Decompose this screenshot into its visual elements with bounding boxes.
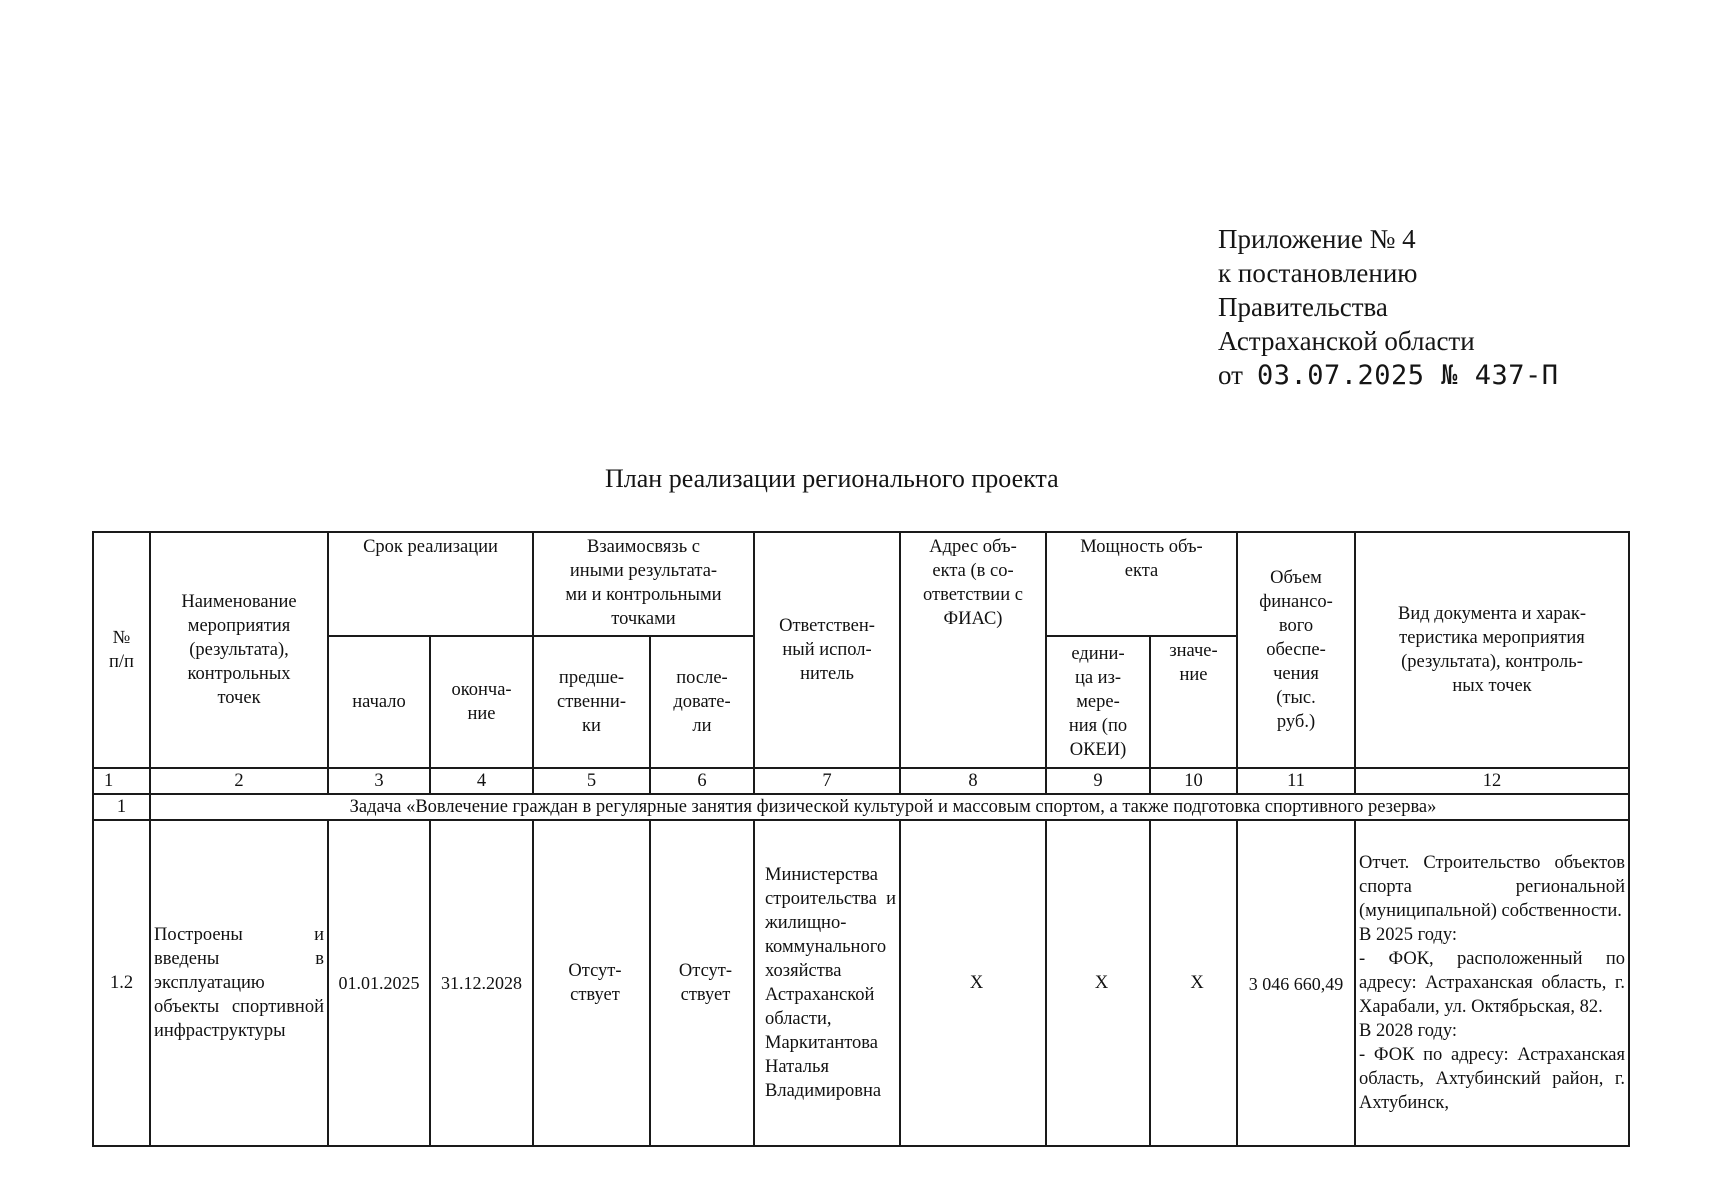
column-number: 5 bbox=[533, 768, 650, 794]
column-number-row bbox=[93, 768, 1629, 794]
document-title: План реализации регионального проекта bbox=[605, 464, 1059, 493]
header-responsible: Ответствен- ный испол- нитель bbox=[754, 532, 900, 768]
row-responsible: Министерства строительства и жилищно-коммунального хозяйства Астраханской области, Маркитантова Наталья Владимировна bbox=[754, 820, 900, 1146]
row-name: Построены и введены в эксплуатацию объекты спортивной инфраструктуры bbox=[150, 820, 328, 1146]
column-number: 8 bbox=[900, 768, 1046, 794]
row-capacity-value: Х bbox=[1150, 820, 1237, 1146]
appendix-line-3: Правительства bbox=[1218, 292, 1388, 322]
row-predecessors: Отсут- ствует bbox=[533, 820, 650, 1146]
column-number: 11 bbox=[1237, 768, 1355, 794]
column-number: 7 bbox=[754, 768, 900, 794]
header-name: Наименование мероприятия (результата), контрольных точек bbox=[150, 532, 328, 768]
header-link-prev: предше- ственни- ки bbox=[533, 636, 650, 768]
column-number: 4 bbox=[430, 768, 533, 794]
row-end-date: 31.12.2028 bbox=[430, 820, 533, 1146]
document-paragraph: В 2028 году: bbox=[1359, 1021, 1457, 1041]
header-capacity-value: значе- ние bbox=[1150, 636, 1237, 768]
header-term-group: Срок реализации bbox=[328, 532, 533, 636]
document-paragraph: - ФОК по адресу: Астраханская область, Ахтубинский район, г. Ахтубинск, bbox=[1359, 1045, 1625, 1113]
appendix-date-number: 03.07.2025 № 437-П bbox=[1256, 360, 1559, 391]
header-link-next: после- довате- ли bbox=[650, 636, 754, 768]
column-number: 3 bbox=[328, 768, 430, 794]
column-number: 6 bbox=[650, 768, 754, 794]
row-capacity-unit: Х bbox=[1046, 820, 1150, 1146]
row-address: Х bbox=[900, 820, 1046, 1146]
appendix-from-label: от bbox=[1218, 360, 1243, 390]
task-row bbox=[93, 794, 1629, 820]
header-term-end: оконча- ние bbox=[430, 636, 533, 768]
document-paragraph: Отчет. Строительство объектов спорта региональной (муниципальной) собственности. bbox=[1359, 853, 1625, 921]
row-funding: 3 046 660,49 bbox=[1237, 820, 1355, 1146]
row-document bbox=[1355, 820, 1629, 1146]
appendix-block bbox=[1218, 222, 1559, 393]
column-number: 10 bbox=[1150, 768, 1237, 794]
header-number: № п/п bbox=[93, 532, 150, 768]
appendix-date-line bbox=[1218, 358, 1559, 393]
appendix-line-2: к постановлению bbox=[1218, 258, 1418, 288]
appendix-line-1: Приложение № 4 bbox=[1218, 224, 1416, 254]
header-term-start: начало bbox=[328, 636, 430, 768]
document-paragraph: - ФОК, расположенный по адресу: Астраханская область, г. Харабали, ул. Октябрьская, 82. bbox=[1359, 949, 1625, 1017]
header-funding: Объем финансо- вого обеспе- чения (тыс. руб.) bbox=[1237, 532, 1355, 768]
table-row bbox=[93, 820, 1629, 1146]
row-successors: Отсут- ствует bbox=[650, 820, 754, 1146]
row-number: 1.2 bbox=[93, 820, 150, 1146]
header-capacity-unit: едини- ца из- мере- ния (по ОКЕИ) bbox=[1046, 636, 1150, 768]
header-document: Вид документа и харак- теристика мероприятия (результата), контроль- ных точек bbox=[1355, 532, 1629, 768]
header-address: Адрес объ- екта (в со- ответствии с ФИАС) bbox=[900, 532, 1046, 768]
column-number: 1 bbox=[93, 768, 150, 794]
plan-table bbox=[92, 531, 1630, 1147]
document-paragraph: В 2025 году: bbox=[1359, 925, 1457, 945]
task-number: 1 bbox=[93, 794, 150, 820]
header-link-group: Взаимосвязь с иными результата- ми и контрольными точками bbox=[533, 532, 754, 636]
column-number: 12 bbox=[1355, 768, 1629, 794]
column-number: 2 bbox=[150, 768, 328, 794]
header-capacity-group: Мощность объ- екта bbox=[1046, 532, 1237, 636]
task-text: Задача «Вовлечение граждан в регулярные занятия физической культурой и массовым спортом, а также подготовка спортивного резерва» bbox=[150, 794, 1629, 820]
row-start-date: 01.01.2025 bbox=[328, 820, 430, 1146]
column-number: 9 bbox=[1046, 768, 1150, 794]
appendix-line-4: Астраханской области bbox=[1218, 326, 1475, 356]
header-row-1 bbox=[93, 532, 1629, 636]
